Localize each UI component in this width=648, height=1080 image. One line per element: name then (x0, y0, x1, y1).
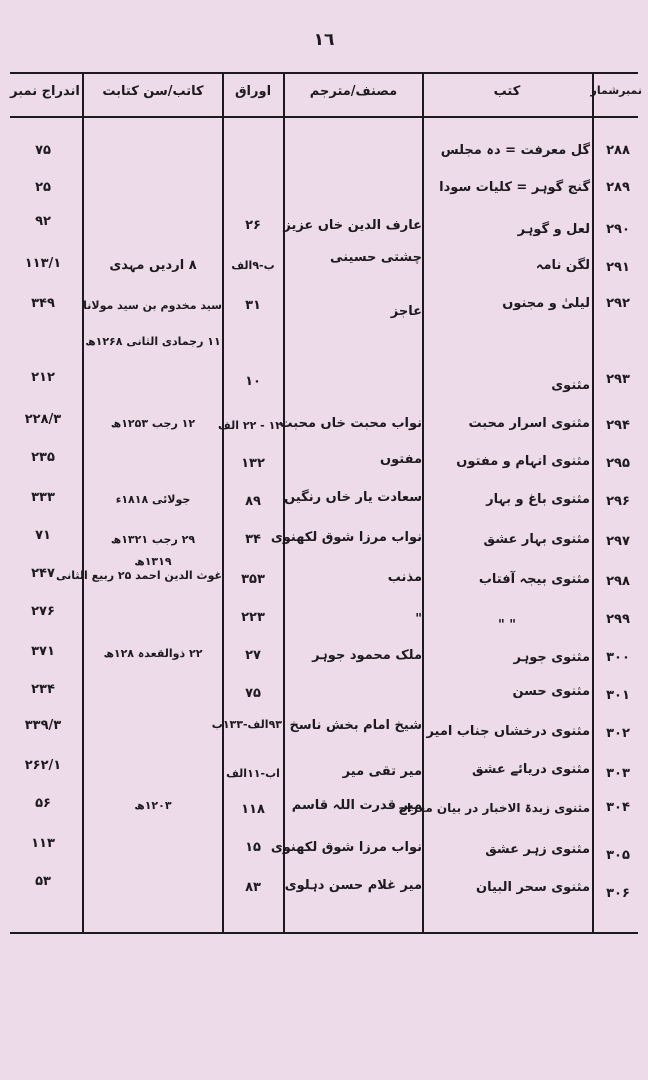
author-cell: نواب مرزا شوق لکھنوی (270, 840, 422, 855)
book-cell: گل معرفت = دہ مجلس (440, 143, 590, 158)
author-cell: چشتی حسینی (330, 250, 422, 265)
header-serial: نمبرشمار (590, 84, 642, 97)
page-number: ١٦ (313, 30, 335, 50)
author-cell: میر غلام حسن دہلوی (284, 878, 422, 893)
book-cell: لگن نامہ (535, 258, 590, 273)
entry-cell: ۳۴۹ (31, 296, 55, 311)
book-cell: مثنوی جوہر (513, 650, 590, 665)
folios-cell: ب-۹الف (231, 259, 275, 272)
entry-cell: ۲۲۸/۳ (24, 412, 62, 427)
serial-cell: ۳۰۲ (606, 726, 630, 741)
author-cell: عارف الدین خاں عزیز (283, 218, 422, 233)
entry-cell: ۵۳ (35, 874, 51, 889)
scribe-cell: ۸ اردیں مہدی (109, 258, 197, 273)
folios-cell: ۹۳الف-۱۳۳ب (211, 718, 282, 731)
author-cell: مفتوں (380, 452, 422, 467)
entry-cell: ۲۶۲/۱ (24, 758, 62, 773)
scribe-cell: ۱۲۰۳ھ (134, 799, 172, 812)
book-cell: مثنوی درخشاں جناب امیر (426, 724, 590, 739)
entry-cell: ۷۵ (35, 143, 51, 158)
author-cell: مذنب (387, 570, 422, 585)
folios-cell: ۱۳۲ (241, 456, 265, 471)
serial-cell: ۲۹۶ (606, 494, 630, 509)
book-cell: گنج گوہر = کلیات سودا (439, 180, 590, 195)
entry-cell: ۹۲ (35, 214, 51, 229)
serial-cell: ۲۹۴ (606, 418, 630, 433)
serial-cell: ۲۸۸ (606, 143, 630, 158)
scribe-cell: ۲۹ رجب ۱۳۲۱ھ (110, 533, 196, 546)
serial-cell: ۲۹۲ (606, 296, 630, 311)
scribe-cell: جولائی ۱۸۱۸ء (115, 493, 191, 506)
serial-cell: ۲۹۱ (606, 260, 630, 275)
entry-cell: ۳۷۱ (31, 644, 55, 659)
header-book: کتب (493, 84, 521, 99)
folios-cell: ۷۵ (245, 686, 261, 701)
book-cell: مثنوی (551, 378, 590, 393)
book-cell: لیلیٰ و مجنوں (502, 296, 590, 311)
header-entry: اندراج نمبر (10, 84, 80, 99)
serial-cell: ۲۹۹ (606, 612, 630, 627)
folios-cell: ۱۲ - ۲۲ الف (218, 419, 282, 432)
author-cell: سعادت یار خاں رنگیں (284, 490, 422, 505)
serial-cell: ۳۰۰ (606, 650, 630, 665)
book-cell: " " (497, 618, 517, 633)
serial-cell: ۳۰۵ (606, 848, 630, 863)
folios-cell: ۳۴ (245, 532, 261, 547)
entry-cell: ۲۳۴ (31, 682, 55, 697)
book-cell: مثنوی انہام و مفتوں (456, 454, 590, 469)
serial-cell: ۳۰۳ (606, 766, 630, 781)
serial-cell: ۳۰۶ (606, 886, 630, 901)
header-rule (10, 116, 638, 118)
serial-cell: ۲۹۳ (606, 372, 630, 387)
entry-cell: ۵۶ (35, 796, 51, 811)
book-cell: مثنوی بہار عشق (483, 532, 590, 547)
author-cell: نواب مرزا شوق لکھنوی (270, 530, 422, 545)
folios-cell: ۸۳ (245, 880, 261, 895)
book-cell: مثنوی باغ و بہار (486, 492, 590, 507)
scribe-cell: غوث الدین احمد ۲۵ ربیع الثانی (55, 569, 222, 582)
serial-cell: ۲۹۵ (606, 456, 630, 471)
folios-cell: ۱۰ (245, 374, 261, 389)
serial-cell: ۳۰۱ (606, 688, 630, 703)
entry-cell: ۳۳۹/۳ (24, 718, 62, 733)
book-cell: مثنوی حسن (512, 684, 590, 699)
entry-cell: ۲۴۷ (31, 566, 55, 581)
book-cell: لعل و گوہر (517, 222, 590, 237)
entry-cell: ۲۵ (35, 180, 51, 195)
folios-cell: اب-۱۱الف (226, 767, 280, 780)
serial-cell: ۲۹۷ (606, 534, 630, 549)
serial-cell: ۲۹۸ (606, 574, 630, 589)
scribe-date-cell: ۱۳۱۹ھ (134, 555, 172, 568)
folios-cell: ۲۷ (245, 648, 261, 663)
scribe-date-cell: ۱۱ رجمادی الثانی ۱۲۶۸ھ (85, 335, 221, 348)
folios-cell: ۸۹ (245, 494, 261, 509)
author-cell: میر قدرت اللہ قاسم (291, 798, 422, 813)
author-cell: میر تقی میر (342, 764, 422, 779)
book-cell: مثنوی بیجہ آفتاب (478, 572, 590, 587)
header-folios: اوراق (234, 84, 272, 99)
serial-cell: ۲۹۰ (606, 222, 630, 237)
scribe-cell: سید مخدوم بن سید مولانا (83, 299, 222, 312)
book-cell: مثنوی سحر البیان (476, 880, 590, 895)
author-cell: شیخ امام بخش ناسخ (289, 718, 422, 733)
scribe-cell: ۱۲ رجب ۱۲۵۳ھ (110, 417, 196, 430)
folios-cell: ۲۶ (245, 218, 261, 233)
entry-cell: ۱۱۳/۱ (24, 256, 62, 271)
entry-cell: ۷۱ (35, 528, 51, 543)
entry-cell: ۳۳۳ (31, 490, 55, 505)
top-rule (10, 72, 638, 74)
folios-cell: ۳۱ (245, 298, 261, 313)
scribe-cell: ۲۲ ذوالقعدہ ۱۲۸ھ (103, 647, 203, 660)
bottom-rule (10, 932, 638, 934)
author-cell: نواب محبت خاں محبت (279, 416, 422, 431)
book-cell: مثنوی اسرار محبت (468, 416, 590, 431)
folios-cell: ۲۲۳ (241, 610, 265, 625)
book-cell: مثنوی زہر عشق (485, 842, 590, 857)
serial-cell: ۲۸۹ (606, 180, 630, 195)
book-cell: مثنوی زبدۃ الاخبار در بیان معراج (398, 801, 590, 815)
entry-cell: ۲۳۵ (31, 450, 55, 465)
serial-cell: ۳۰۴ (606, 800, 630, 815)
author-cell: عاجز (390, 304, 422, 319)
header-author: مصنف/مترجم (309, 84, 398, 99)
header-scribe: کاتب/سن کتابت (102, 84, 204, 99)
folios-cell: ۱۱۸ (241, 802, 265, 817)
entry-cell: ۲۱۲ (31, 370, 55, 385)
folios-cell: ۳۵۳ (241, 572, 265, 587)
author-cell: ملک محمود جوہر (312, 648, 422, 663)
author-cell: " (415, 612, 422, 627)
entry-cell: ۲۷۶ (31, 604, 55, 619)
entry-cell: ۱۱۳ (31, 836, 55, 851)
book-cell: مثنوی دریائے عشق (471, 762, 590, 777)
folios-cell: ۱۵ (245, 840, 261, 855)
